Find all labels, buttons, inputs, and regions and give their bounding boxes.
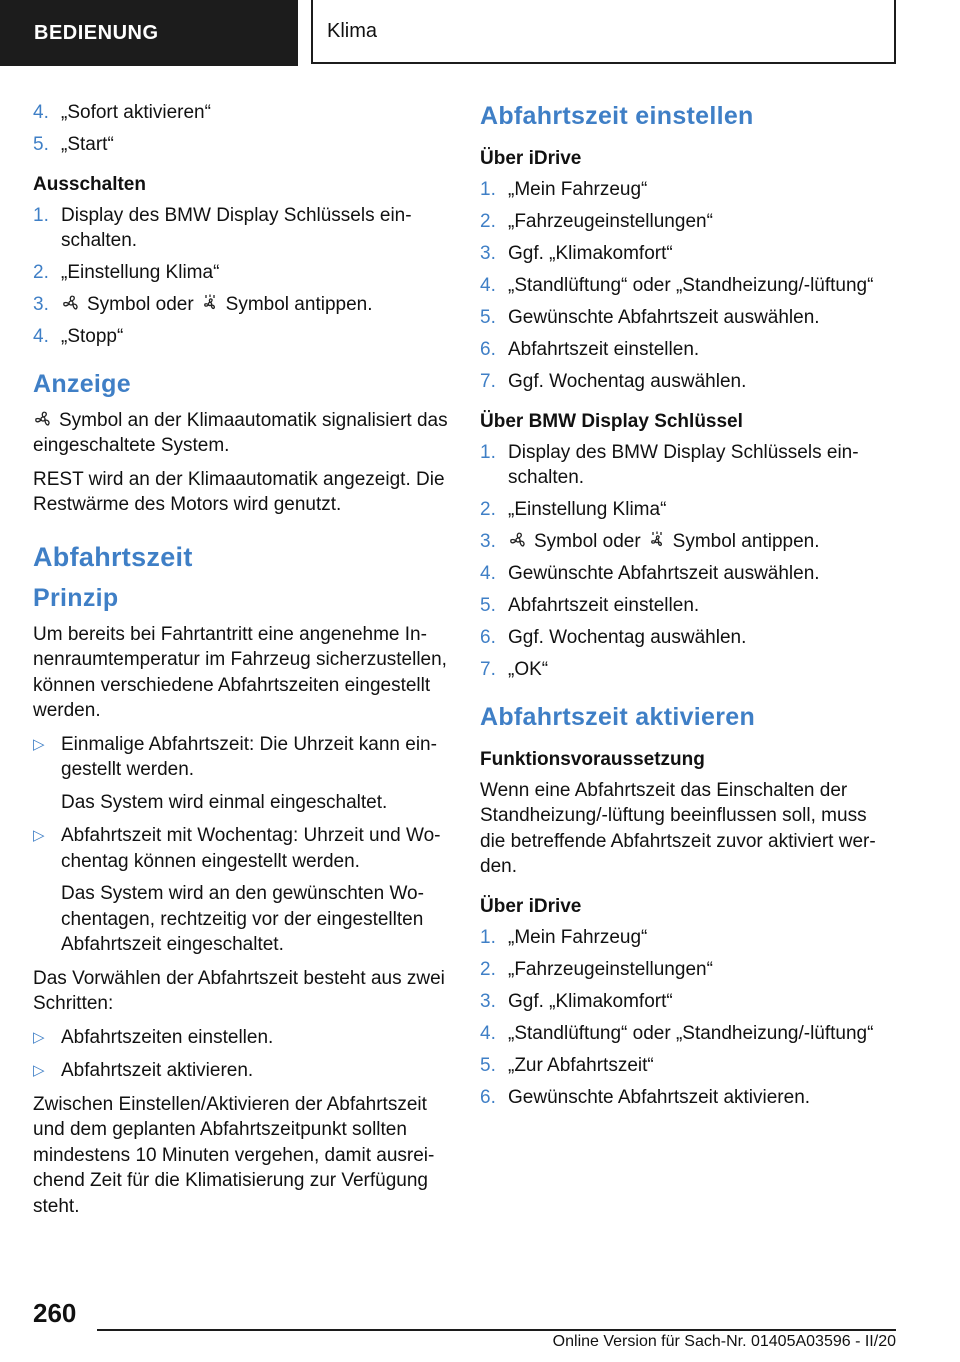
- list-item: [480, 337, 896, 363]
- list-item: [480, 957, 896, 983]
- paragraph: Wenn eine Abfahrtszeit das Einschalten der Standheizung/-lüftung beeinflussen soll, muss die betreffende Abfahrtszeit zuvor aktiviert wer-den.: [480, 779, 876, 877]
- step-text: Abfahrtszeit einstellen.: [508, 595, 700, 616]
- triangle-bullet-icon: ▷: [33, 735, 45, 753]
- step-text: Symbol antippen.: [672, 531, 820, 552]
- list-item: [480, 925, 896, 951]
- step-text: Display des BMW Display Schlüssels ein-: [61, 204, 412, 226]
- subheading-ausschalten: Ausschalten: [33, 173, 146, 195]
- list-item: [480, 657, 896, 683]
- step-number: 1.: [480, 179, 496, 200]
- heading-abfahrtszeit: Abfahrtszeit: [33, 541, 193, 572]
- step-text: Gewünschte Abfahrtszeit aktivieren.: [508, 1086, 811, 1108]
- step-number: 2.: [480, 499, 496, 520]
- list-item: [33, 823, 453, 958]
- step-text: „Start“: [61, 134, 114, 155]
- step-number: 3.: [33, 294, 49, 315]
- step-text: Display des BMW Display Schlüssels ein-: [508, 441, 859, 463]
- step-text: Gewünschte Abfahrtszeit auswählen.: [508, 307, 820, 328]
- step-text: „Mein Fahrzeug“: [508, 926, 648, 948]
- triangle-bullet-icon: ▷: [33, 1062, 45, 1079]
- step-text: „Mein Fahrzeug“: [508, 179, 648, 200]
- bullet-text: Abfahrtszeit mit Wochentag: Uhrzeit und Wo-chentag können eingestellt werden.: [61, 825, 441, 872]
- list-item: [480, 241, 896, 267]
- steps-list: [33, 100, 453, 158]
- step-number: 1.: [33, 204, 49, 226]
- bullet-list: [33, 732, 453, 958]
- step-text: „OK“: [508, 659, 549, 680]
- steps-list: [480, 925, 896, 1111]
- step-text-cont: schalten.: [61, 230, 138, 251]
- list-item: [480, 529, 896, 555]
- step-text: Symbol antippen.: [225, 294, 373, 315]
- paragraph: Das Vorwählen der Abfahrtszeit besteht aus zwei Schritten:: [33, 967, 445, 1014]
- paragraph: REST wird an der Klimaautomatik angezeigt. Die Restwärme des Motors wird genutzt.: [33, 468, 445, 515]
- step-text: Ggf. Wochentag auswählen.: [508, 371, 747, 392]
- list-item: [480, 1085, 896, 1111]
- list-item: [480, 989, 896, 1015]
- list-item: [480, 305, 896, 331]
- step-text: „Standlüftung“ oder „Standheizung/-lüftung“: [508, 275, 874, 296]
- section-tab: BEDIENUNG: [0, 0, 298, 66]
- topic-tab: Klima: [311, 0, 896, 64]
- step-number: 5.: [33, 134, 49, 155]
- list-item: [33, 324, 453, 350]
- step-number: 5.: [480, 595, 496, 616]
- paragraph: [33, 408, 453, 459]
- subheading-display-key: Über BMW Display Schlüssel: [480, 410, 743, 432]
- fan-icon: [33, 410, 53, 428]
- bullet-text: Einmalige Abfahrtszeit: Die Uhrzeit kann ein-gestellt werden.: [61, 733, 437, 780]
- list-item: [480, 561, 896, 587]
- list-item: [480, 1021, 896, 1047]
- step-text: „Sofort aktivieren“: [61, 102, 211, 123]
- list-item: [33, 132, 453, 158]
- step-text: „Fahrzeugeinstellungen“: [508, 211, 713, 232]
- bullet-text: Abfahrtszeiten einstellen.: [61, 1026, 274, 1048]
- step-number: 5.: [480, 307, 496, 328]
- step-number: 4.: [480, 563, 496, 584]
- heading-aktivieren: Abfahrtszeit aktivieren: [480, 702, 756, 731]
- step-number: 6.: [480, 339, 496, 360]
- heading-anzeige: Anzeige: [33, 369, 131, 398]
- step-number: 3.: [480, 243, 496, 264]
- right-column: [480, 100, 896, 1117]
- step-text: „Zur Abfahrtszeit“: [508, 1054, 654, 1076]
- step-number: 4.: [33, 102, 49, 123]
- page-number: 260: [33, 1298, 77, 1328]
- heat-fan-icon: [202, 294, 218, 312]
- fan-icon: [61, 294, 81, 312]
- step-text: Ggf. Wochentag auswählen.: [508, 627, 747, 648]
- list-item: [480, 593, 896, 619]
- bullet-list: [33, 1025, 453, 1084]
- footer-divider: [97, 1329, 896, 1331]
- step-number: 5.: [480, 1054, 496, 1076]
- list-item: [33, 1058, 453, 1084]
- step-number: 4.: [480, 1022, 496, 1044]
- list-item: [33, 732, 453, 816]
- list-item: [480, 625, 896, 651]
- steps-list: [33, 203, 453, 350]
- step-text: „Stopp“: [61, 326, 124, 347]
- triangle-bullet-icon: ▷: [33, 1028, 45, 1046]
- paragraph: Um bereits bei Fahrtantritt eine angenehme In-nenraumtemperatur im Fahrzeug sicherzustellen, können verschiedene Abfahrtszeiten eingestellt werden.: [33, 623, 447, 721]
- list-item: [33, 1025, 453, 1051]
- step-text: Symbol oder: [87, 294, 194, 315]
- subheading-idrive: Über iDrive: [480, 895, 582, 917]
- triangle-bullet-icon: ▷: [33, 827, 45, 844]
- step-number: 3.: [480, 990, 496, 1012]
- step-number: 2.: [480, 211, 496, 232]
- list-item: [480, 273, 896, 299]
- paragraph: Zwischen Einstellen/Aktivieren der Abfahrtszeit und dem geplanten Abfahrtszeitpunkt sollten mindestens 10 Minuten vergehen, damit ausrei-chend Zeit für die Klimatisierung zur Verfügung steht.: [33, 1093, 435, 1217]
- step-number: 7.: [480, 371, 496, 392]
- step-text: „Fahrzeugeinstellungen“: [508, 958, 713, 980]
- steps-list: [480, 440, 896, 683]
- step-number: 7.: [480, 659, 496, 680]
- step-text: Abfahrtszeit einstellen.: [508, 339, 700, 360]
- heading-prinzip: Prinzip: [33, 583, 119, 612]
- bullet-continuation: Das System wird an den gewünschten Wo-chentagen, rechtzeitig vor der eingestellten Abfahrtszeit eingeschaltet.: [61, 883, 424, 955]
- footer-text: Online Version für Sach-Nr. 01405A03596 - II/20: [552, 1333, 896, 1350]
- step-number: 2.: [480, 958, 496, 980]
- step-number: 6.: [480, 1086, 496, 1108]
- list-item: [33, 203, 453, 254]
- heat-fan-icon: [649, 531, 665, 549]
- step-text: Symbol oder: [534, 531, 641, 552]
- list-item: [480, 497, 896, 523]
- list-item: [33, 292, 453, 318]
- left-column: [33, 100, 453, 1227]
- list-item: [480, 440, 896, 491]
- list-item: [33, 100, 453, 126]
- step-text-cont: schalten.: [508, 467, 585, 488]
- steps-list: [480, 177, 896, 395]
- fan-icon: [508, 531, 528, 549]
- subheading-idrive: Über iDrive: [480, 148, 582, 169]
- step-number: 1.: [480, 926, 496, 948]
- paragraph-text: Symbol an der Klimaautomatik signalisiert das eingeschaltete System.: [33, 409, 448, 456]
- bullet-text: Abfahrtszeit aktivieren.: [61, 1060, 254, 1081]
- step-number: 6.: [480, 627, 496, 648]
- list-item: [480, 369, 896, 395]
- heading-einstellen: Abfahrtszeit einstellen: [480, 102, 754, 130]
- list-item: [480, 209, 896, 235]
- bullet-continuation: Das System wird einmal eingeschaltet.: [61, 791, 388, 813]
- step-number: 3.: [480, 531, 496, 552]
- step-text: Ggf. „Klimakomfort“: [508, 243, 673, 264]
- list-item: [33, 260, 453, 286]
- step-text: „Einstellung Klima“: [61, 262, 220, 283]
- step-text: „Standlüftung“ oder „Standheizung/-lüftung“: [508, 1022, 874, 1044]
- page-header: [0, 0, 960, 66]
- step-text: Gewünschte Abfahrtszeit auswählen.: [508, 563, 820, 584]
- list-item: [480, 1053, 896, 1079]
- subheading-funktionsvoraussetzung: Funktionsvoraussetzung: [480, 748, 705, 770]
- step-number: 4.: [33, 326, 49, 347]
- step-text: „Einstellung Klima“: [508, 499, 667, 520]
- step-text: Ggf. „Klimakomfort“: [508, 990, 673, 1012]
- step-number: 2.: [33, 262, 49, 283]
- list-item: [480, 177, 896, 203]
- step-number: 4.: [480, 275, 496, 296]
- step-number: 1.: [480, 441, 496, 463]
